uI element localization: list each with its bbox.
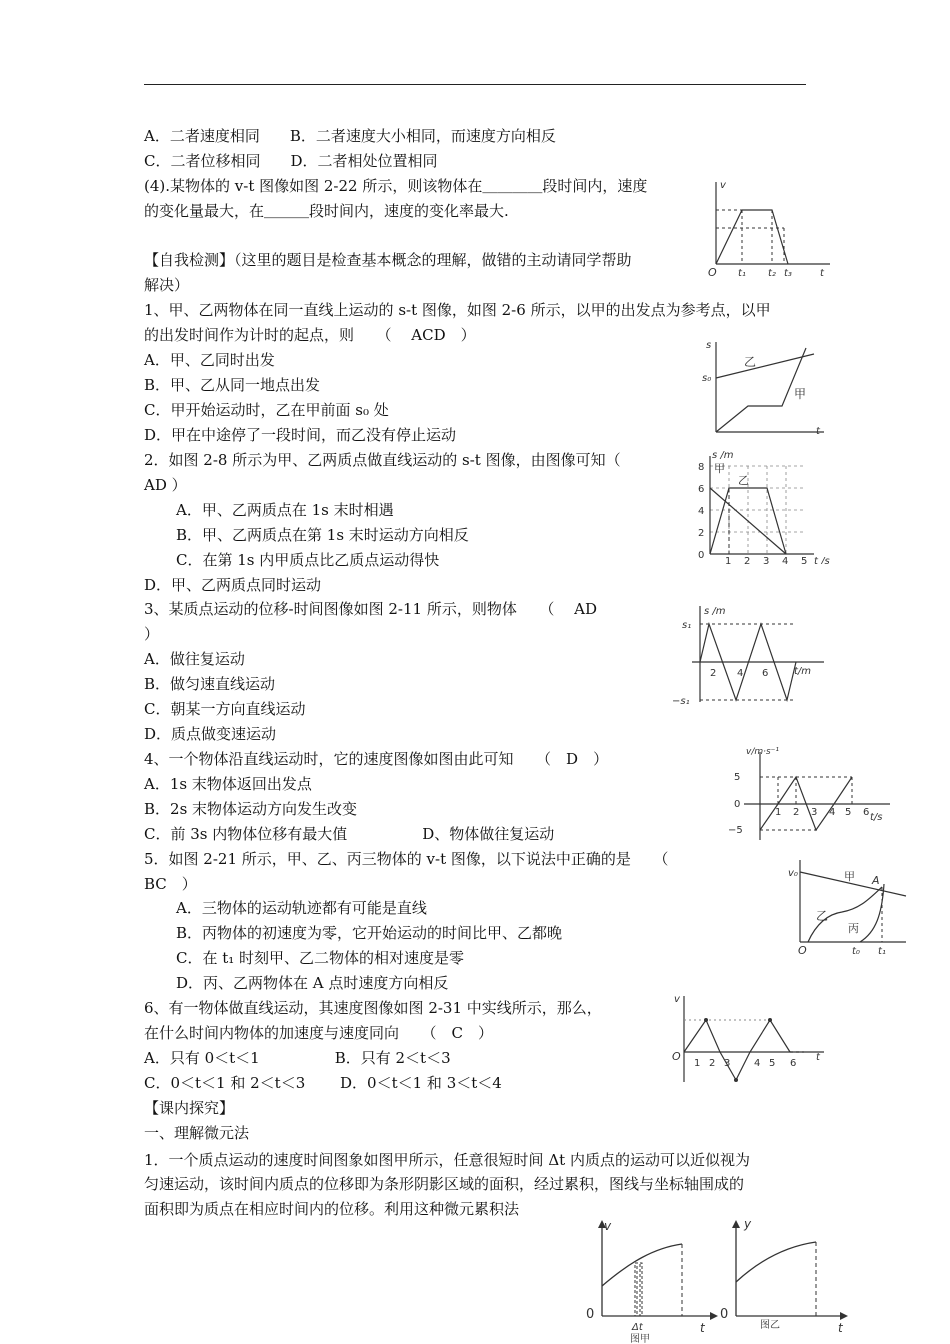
neg-s1-label: −s₁ <box>672 696 690 706</box>
series-label-jia: 甲 <box>794 387 807 401</box>
s0-label: s₀ <box>702 373 712 384</box>
tick-t1: t₁ <box>738 268 746 279</box>
axis-label-t: t <box>816 426 820 437</box>
xtick-5: 5 <box>769 1058 776 1069</box>
section-heading-micro: 一、理解微元法 <box>144 1124 250 1142</box>
axis-label-t: t <box>700 1321 705 1335</box>
axis-label-t-s: t /s <box>814 556 830 564</box>
axis-label-t-s: t/s <box>870 812 883 823</box>
p2-option-a: A．甲、乙两质点在 1s 末时相遇 <box>176 501 394 519</box>
tick-t0: t₀ <box>852 946 860 957</box>
axis-label-y: y <box>744 1217 752 1231</box>
series-label-yi: 乙 <box>738 474 749 487</box>
p2-option-b: B．甲、乙两质点在第 1s 末时运动方向相反 <box>176 526 469 544</box>
figure-2-11 <box>668 602 828 706</box>
xtick-1: 1 <box>694 1058 701 1069</box>
p1-option-c: C．甲开始运动时，乙在甲前面 s₀ 处 <box>144 401 389 419</box>
origin-label: O <box>708 266 717 279</box>
s1-label: s₁ <box>682 620 692 631</box>
micro-para-line1: 1．一个质点运动的速度时间图象如图甲所示，任意很短时间 Δt 内质点的运动可以近似视为 <box>144 1151 750 1169</box>
ytick-0: 0 <box>698 550 705 561</box>
p3-stem-line2: ） <box>144 625 160 643</box>
tick-t2: t₂ <box>768 268 776 279</box>
p3-stem-line1: 3、某质点运动的位移-时间图像如图 2-11 所示，则物体 （ AD <box>144 600 597 618</box>
p4-option-a: A．1s 末物体返回出发点 <box>144 775 312 793</box>
xtick-3: 3 <box>811 807 818 818</box>
p6-stem-line2: 在什么时间内物体的加速度与速度同向 （ C ） <box>144 1024 493 1042</box>
series-label-yi: 乙 <box>744 355 757 369</box>
axis-label-s-m: s /m <box>712 450 734 461</box>
axis-label-t-m: t/m <box>794 666 812 677</box>
v0-label: v₀ <box>788 868 798 879</box>
micro-para-line2: 匀速运动，该时间内质点的位移即为条形阴影区域的面积，经过累积，图线与坐标轴围成的 <box>144 1175 745 1193</box>
p3-option-a: A．做往复运动 <box>144 650 245 668</box>
point-a-label: A <box>872 874 880 887</box>
p6-option-ab: A．只有 0＜t＜1 B．只有 2＜t＜3 <box>144 1049 451 1067</box>
p5-option-d: D．丙、乙两物体在 A 点时速度方向相反 <box>176 974 449 992</box>
self-check-heading: 【自我检测】（这里的题目是检查基本概念的理解，做错的主动请同学帮助 <box>144 251 632 269</box>
inclass-heading: 【课内探究】 <box>144 1099 235 1117</box>
figure-2-6 <box>700 336 830 440</box>
p3-option-b: B．做匀速直线运动 <box>144 675 276 693</box>
q3-option-cd: C．二者位移相同 D．二者相处位置相同 <box>144 152 438 170</box>
series-label-jia: 甲 <box>844 870 855 883</box>
p1-stem-line2: 的出发时间作为计时的起点，则 （ ACD ） <box>144 326 476 344</box>
ytick-2: 2 <box>698 528 705 539</box>
p1-option-a: A．甲、乙同时出发 <box>144 351 275 369</box>
xtick-2: 2 <box>709 1058 716 1069</box>
p3-option-c: C．朝某一方向直线运动 <box>144 700 306 718</box>
q4-stem-line1: (4).某物体的 v-t 图像如图 2-22 所示，则该物体在＿＿＿＿段时间内，速度 <box>144 177 648 195</box>
axis-label-v: v/m·s⁻¹ <box>746 747 780 757</box>
p2-option-d: D．甲、乙两质点同时运动 <box>144 576 322 594</box>
ytick-0: 0 <box>734 799 741 810</box>
origin-label: O <box>798 944 807 957</box>
xtick-4: 4 <box>737 668 744 679</box>
origin-label: 0 <box>586 1307 595 1322</box>
p2-option-c: C．在第 1s 内甲质点比乙质点运动得快 <box>176 551 440 569</box>
p3-option-d: D．质点做变速运动 <box>144 725 277 743</box>
axis-label-t: t <box>820 268 824 279</box>
xtick-4: 4 <box>754 1058 761 1069</box>
ytick-4: 4 <box>698 506 705 517</box>
axis-label-s-m: s /m <box>704 606 726 617</box>
self-check-heading-cont: 解决） <box>144 276 190 294</box>
series-label-yi: 乙 <box>816 909 829 923</box>
p4-option-cd: C．前 3s 内物体位移有最大值 D、物体做往复运动 <box>144 825 555 843</box>
caption-yi: 图乙 <box>760 1320 780 1331</box>
xtick-6: 6 <box>863 807 870 818</box>
ytick-6: 6 <box>698 484 705 495</box>
axis-label-v: v <box>674 994 680 1005</box>
xtick-2: 2 <box>744 556 751 564</box>
figure-yi <box>716 1212 856 1344</box>
p1-option-b: B．甲、乙从同一地点出发 <box>144 376 321 394</box>
xtick-4: 4 <box>782 556 789 564</box>
xtick-3: 3 <box>763 556 770 564</box>
xtick-3: 3 <box>724 1058 731 1069</box>
p6-stem-line1: 6、有一物体做直线运动，其速度图像如图 2-31 中实线所示，那么， <box>144 999 602 1017</box>
xtick-5: 5 <box>845 807 852 818</box>
ytick-8: 8 <box>698 462 705 473</box>
axis-label-s: s <box>706 340 712 351</box>
p2-stem-line1: 2．如图 2-8 所示为甲、乙两质点做直线运动的 s-t 图像，由图像可知（ <box>144 451 621 469</box>
delta-t-label: Δt <box>632 1322 643 1333</box>
tick-t3: t₃ <box>784 268 792 279</box>
origin-label: O <box>672 1050 681 1063</box>
xtick-6: 6 <box>762 668 769 679</box>
xtick-2: 2 <box>710 668 717 679</box>
axis-label-v: v <box>720 180 726 191</box>
tick-t1: t₁ <box>878 946 886 957</box>
p5-option-a: A．三物体的运动轨迹都有可能是直线 <box>176 899 427 917</box>
figure-2-21 <box>786 854 912 958</box>
figure-2-31 <box>670 990 830 1086</box>
ytick-5: 5 <box>734 772 741 783</box>
xtick-4: 4 <box>829 807 836 818</box>
xtick-5: 5 <box>801 556 808 564</box>
p4-option-b: B．2s 末物体运动方向发生改变 <box>144 800 358 818</box>
p5-option-c: C．在 t₁ 时刻甲、乙二物体的相对速度是零 <box>176 949 465 967</box>
p1-stem-line1: 1、甲、乙两物体在同一直线上运动的 s-t 图像，如图 2-6 所示，以甲的出发点为参考点，以甲 <box>144 301 771 319</box>
ytick-neg5: −5 <box>728 825 743 836</box>
xtick-2: 2 <box>793 807 800 818</box>
figure-2-22 <box>706 176 836 282</box>
xtick-1: 1 <box>725 556 732 564</box>
figure-jia <box>580 1212 720 1344</box>
figure-2-8 <box>690 448 840 564</box>
caption-jia: 图甲 <box>630 1334 650 1344</box>
p5-stem-line1: 5．如图 2-21 所示，甲、乙、丙三物体的 v-t 图像，以下说法中正确的是 （ <box>144 850 669 868</box>
p2-stem-line2: AD ） <box>144 476 187 494</box>
p6-option-cd: C．0＜t＜1 和 2＜t＜3 D．0＜t＜1 和 3＜t＜4 <box>144 1074 502 1092</box>
series-label-jia: 甲 <box>714 462 725 475</box>
p5-stem-line2: BC ） <box>144 875 197 893</box>
p5-option-b: B．丙物体的初速度为零，它开始运动的时间比甲、乙都晚 <box>176 924 563 942</box>
p4-stem: 4、一个物体沿直线运动时，它的速度图像如图由此可知 （ D ） <box>144 750 609 768</box>
xtick-1: 1 <box>775 807 782 818</box>
xtick-6: 6 <box>790 1058 797 1069</box>
q3-option-ab: A．二者速度相同 B．二者速度大小相同，而速度方向相反 <box>144 127 556 145</box>
p1-option-d: D．甲在中途停了一段时间，而乙没有停止运动 <box>144 426 457 444</box>
axis-label-v: v <box>604 1219 612 1233</box>
origin-label: 0 <box>720 1307 729 1322</box>
axis-label-t: t <box>838 1321 843 1335</box>
q4-stem-line2: 的变化量最大，在＿＿＿段时间内，速度的变化率最大. <box>144 202 509 220</box>
figure-vt-triangle <box>724 744 896 844</box>
micro-para-line3: 面积即为质点在相应时间内的位移。利用这种微元累积法 <box>144 1200 520 1218</box>
axis-label-t: t <box>816 1052 820 1063</box>
series-label-bing: 丙 <box>848 922 859 935</box>
header-rule <box>144 84 806 85</box>
